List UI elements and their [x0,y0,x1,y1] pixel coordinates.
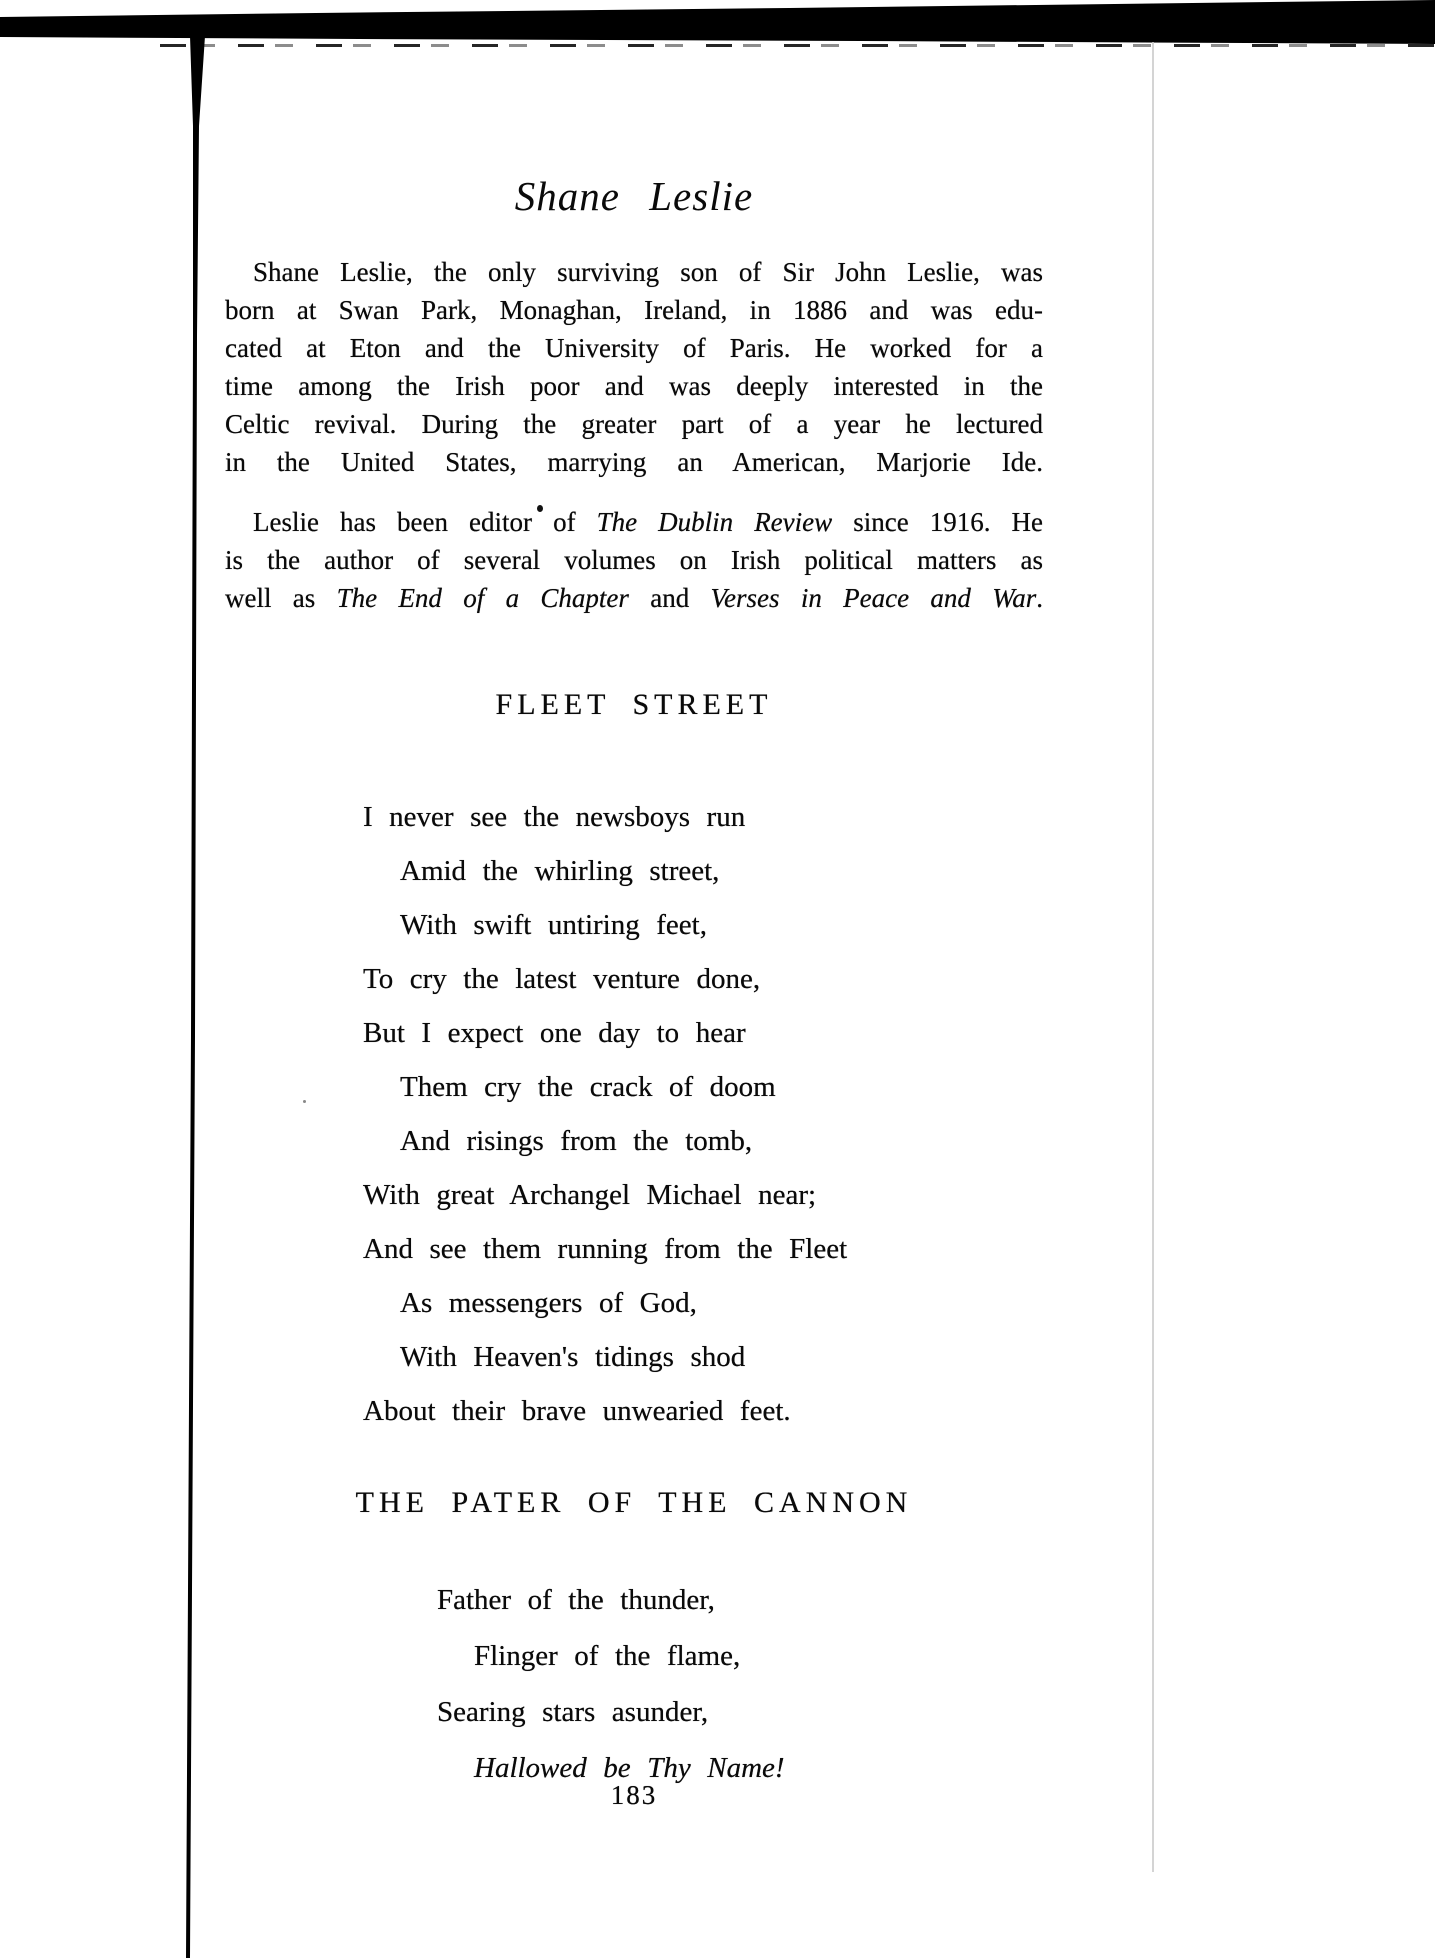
bio-text: well as [225,583,337,613]
poem-line: With swift untiring feet, [400,909,707,941]
poem-line: I never see the newsboys run [363,801,746,833]
poem-line: And risings from the tomb, [400,1125,753,1157]
poem-line: With Heaven's tidings shod [400,1341,746,1373]
bio-line: Shane Leslie, the only surviving son of Sir John Leslie, was [253,257,1043,287]
bio-text: since 1916. He [832,507,1043,537]
bio-line: time among the Irish poor and was deeply interested in the [225,371,1043,401]
page-number: 183 [610,1780,658,1810]
poem-fleet-street [363,790,847,1438]
book-title-end-of-a-chapter: The End of a Chapter [336,583,629,613]
bio-text: . [1036,583,1044,613]
book-title-dublin-review: The Dublin Review [596,507,833,537]
poem-line: With great Archangel Michael near; [363,1179,817,1211]
poem-line: Flinger of the flame, [474,1640,741,1672]
poem-line: About their brave unwearied feet. [363,1395,791,1427]
poem-title-fleet-street: FLEET STREET [495,688,773,721]
poem-line: Them cry the crack of doom [400,1071,776,1103]
bio-paragraph-1 [225,253,1043,481]
bio-text: and [628,583,711,613]
poem-line: And see them running from the Fleet [363,1233,848,1265]
author-name-heading: Shane Leslie [514,173,754,219]
scan-page-edge-line [1152,42,1154,1872]
scan-noise-dashes [160,44,1435,47]
poem-line: Father of the thunder, [437,1584,715,1616]
bio-text: Leslie has been editor of [253,507,597,537]
poem-title-pater-of-the-cannon: THE PATER OF THE CANNON [355,1486,913,1519]
bio-line: is the author of several volumes on Irish political matters as [225,545,1043,575]
bio-line: born at Swan Park, Monaghan, Ireland, in 1886 and was edu- [225,295,1043,325]
poem-line: Amid the whirling street, [400,855,720,887]
scan-top-edge-bar [0,0,1435,50]
bio-line: Celtic revival. During the greater part of a year he lectured [225,409,1043,439]
poem-line: To cry the latest venture done, [363,963,761,995]
bio-line [225,579,1043,617]
poem-line: But I expect one day to hear [363,1017,746,1049]
bio-line: cated at Eton and the University of Paris. He worked for a [225,333,1043,363]
bio-paragraph-2 [225,503,1043,617]
poem-line: As messengers of God, [400,1287,697,1319]
scan-gutter-line [172,36,212,1958]
poem-line: Hallowed be Thy Name! [474,1752,785,1784]
book-title-verses-in-peace-and-war: Verses in Peace and War [710,583,1037,613]
bio-line: in the United States, marrying an American, Marjorie Ide. [225,447,1043,477]
poem-pater-of-the-cannon [437,1572,785,1796]
bio-line [225,503,1043,541]
ink-speck [303,1100,306,1103]
poem-line: Searing stars asunder, [437,1696,709,1728]
